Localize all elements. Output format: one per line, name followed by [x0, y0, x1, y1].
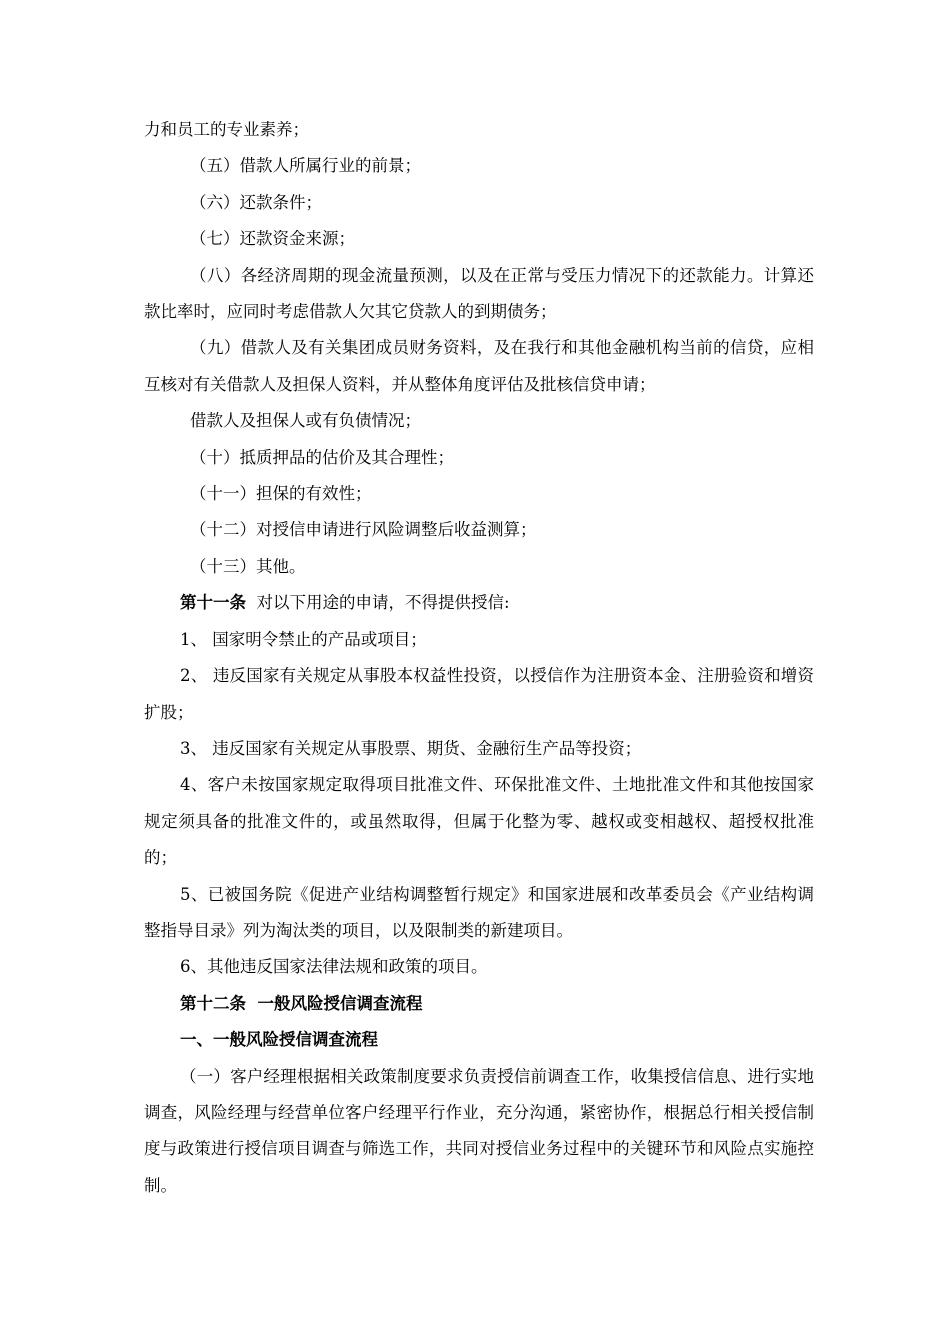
paragraph-item-6: （六）还款条件； [190, 192, 322, 212]
article-11 [144, 585, 814, 621]
list-item-4: 4、客户未按国家规定取得项目批准文件、环保批准文件、土地批准文件和其他按国家规定须具备的批准文件的，或虽然取得，但属于化整为零、越权或变相越权、超授权批准的； [144, 775, 814, 868]
list-item-5: 5、已被国务院《促进产业结构调整暂行规定》和国家进展和改革委员会《产业结构调整指导目录》列为淘汰类的项目，以及限制类的新建项目。 [144, 884, 814, 940]
list-item-1: 1、 国家明令禁止的产品或项目； [180, 629, 427, 649]
paragraph-item-9: （九）借款人及有关集团成员财务资料，及在我行和其他金融机构当前的信贷，应相互核对有关借款人及担保人资料，并从整体角度评估及批核信贷申请； [144, 338, 814, 394]
article-11-heading: 第十一条 [180, 593, 246, 613]
paragraph-item-8: （八）各经济周期的现金流量预测，以及在正常与受压力情况下的还款能力。计算还款比率时，应同时考虑借款人欠其它贷款人的到期债务； [144, 265, 814, 322]
document-body [144, 112, 814, 1204]
section-1-heading: 一、一般风险授信调查流程 [180, 1030, 378, 1050]
paragraph-item-12: （十二）对授信申请进行风险调整后收益测算； [190, 520, 537, 540]
article-11-text: 对以下用途的申请，不得提供授信: [256, 593, 510, 613]
article-12 [144, 986, 814, 1022]
list-item-6: 6、其他违反国家法律法规和政策的项目。 [180, 957, 488, 977]
paragraph-staff-quality: 力和员工的专业素养； [144, 120, 309, 139]
article-12-heading: 第十二条 [180, 993, 246, 1013]
list-item-3: 3、 违反国家有关规定从事股票、期货、金融衍生产品等投资； [180, 738, 642, 758]
paragraph-item-13: （十三）其他。 [190, 556, 306, 576]
section-1-paragraph: （一）客户经理根据相关政策制度要求负责授信前调查工作，收集授信信息、进行实地调查，风险经理与经营单位客户经理平行作业，充分沟通，紧密协作，根据总行相关授信制度与政策进行授信项目调查与筛选工作，共同对授信业务过程中的关键环节和风险点实施控制。 [144, 1066, 814, 1195]
article-12-text: 一般风险授信调查流程 [257, 993, 423, 1013]
paragraph-contingent-liabilities: 借款人及担保人或有负债情况； [190, 411, 421, 431]
paragraph-item-11: （十一）担保的有效性； [190, 484, 372, 504]
list-item-2: 2、 违反国家有关规定从事股本权益性投资，以授信作为注册资本金、注册验资和增资扩股； [144, 666, 814, 722]
paragraph-item-7: （七）还款资金来源； [190, 229, 355, 249]
paragraph-item-5: （五）借款人所属行业的前景； [190, 156, 421, 176]
paragraph-item-10: （十）抵质押品的估价及其合理性； [190, 447, 454, 467]
